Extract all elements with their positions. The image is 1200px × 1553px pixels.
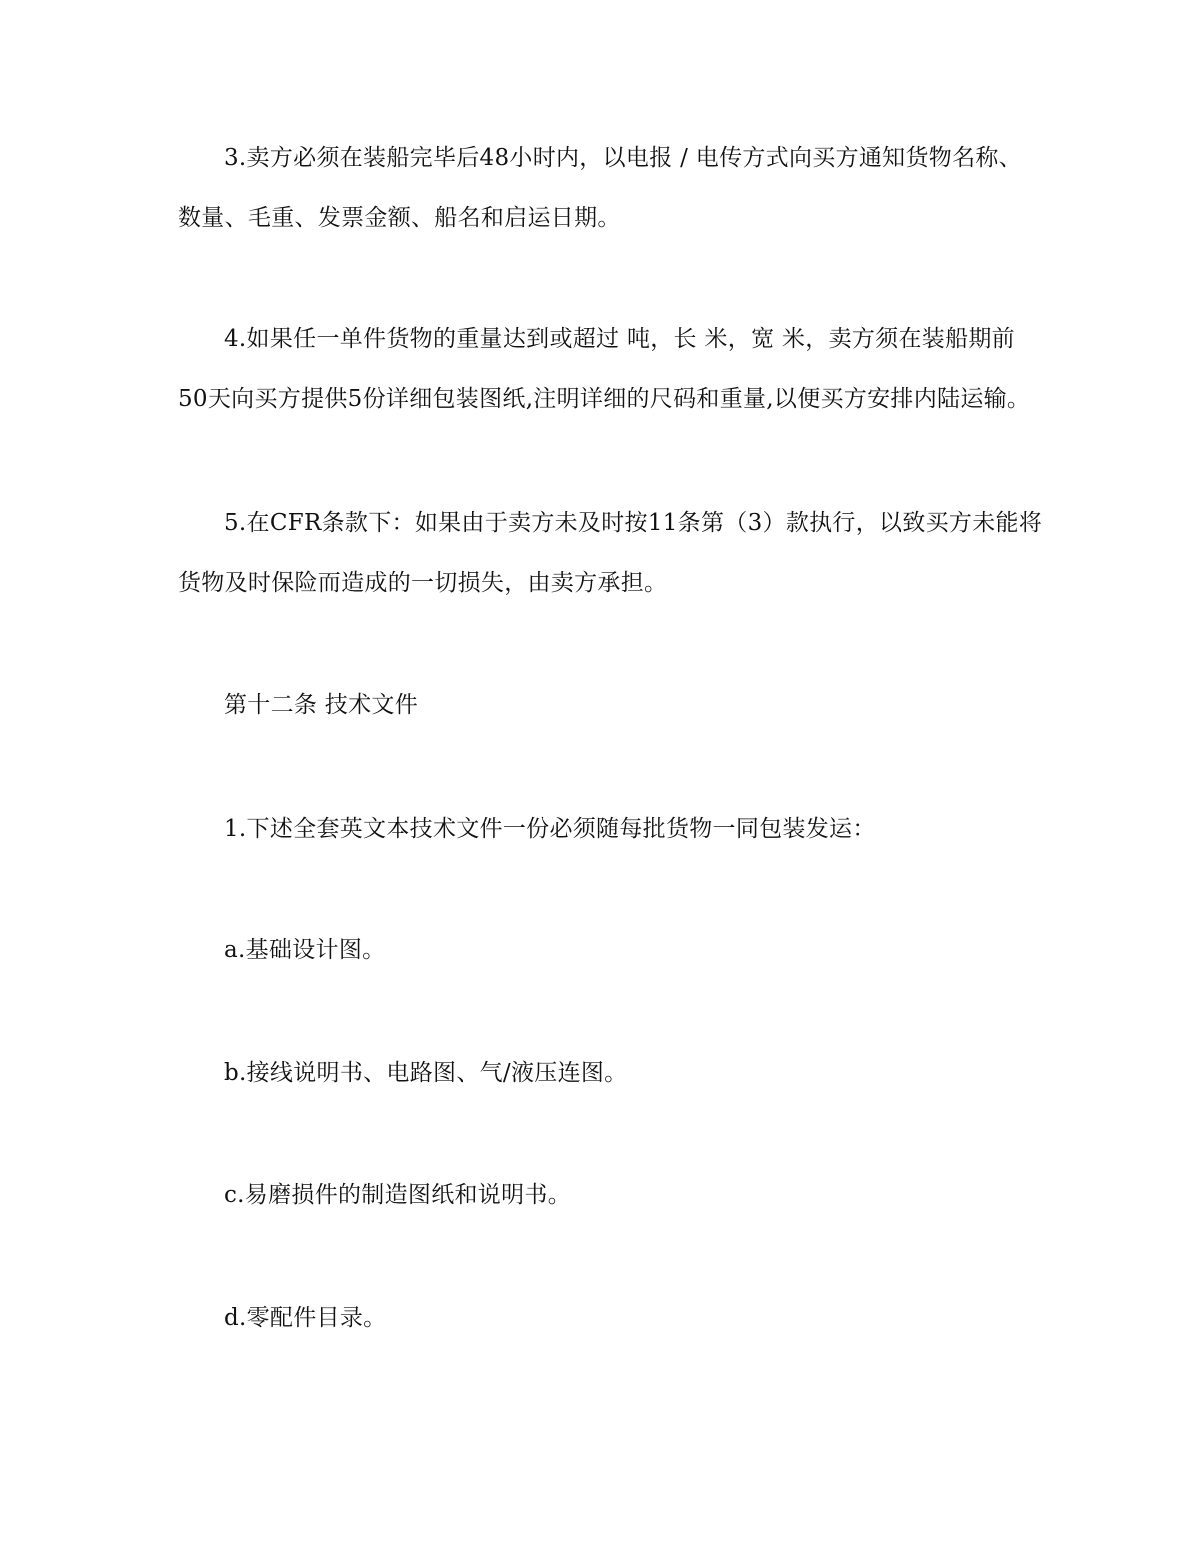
paragraph-5-line-1: 5.在CFR条款下：如果由于卖方未及时按11条第（3）款执行，以致买方未能将 bbox=[224, 510, 1043, 536]
paragraph-3-line-1: 3.卖方必须在装船完毕后48小时内，以电报 / 电传方式向买方通知货物名称、 bbox=[224, 145, 1022, 171]
sub-item-b: b.接线说明书、电路图、气/液压连图。 bbox=[224, 1060, 628, 1086]
paragraph-3-line-2: 数量、毛重、发票金额、船名和启运日期。 bbox=[178, 205, 621, 231]
paragraph-4-line-2: 50天向买方提供5份详细包装图纸,注明详细的尺码和重量,以便买方安排内陆运输。 bbox=[178, 386, 1031, 412]
sub-item-a: a.基础设计图。 bbox=[224, 937, 386, 963]
article-heading: 第十二条 技术文件 bbox=[224, 692, 419, 718]
item-1: 1.下述全套英文本技术文件一份必须随每批货物一同包装发运： bbox=[224, 816, 876, 842]
paragraph-4-line-1: 4.如果任一单件货物的重量达到或超过 吨，长 米，宽 米，卖方须在装船期前 bbox=[224, 326, 1015, 352]
paragraph-5-line-2: 货物及时保险而造成的一切损失，由卖方承担。 bbox=[178, 570, 668, 596]
sub-item-c: c.易磨损件的制造图纸和说明书。 bbox=[224, 1182, 571, 1208]
sub-item-d: d.零配件目录。 bbox=[224, 1305, 387, 1331]
